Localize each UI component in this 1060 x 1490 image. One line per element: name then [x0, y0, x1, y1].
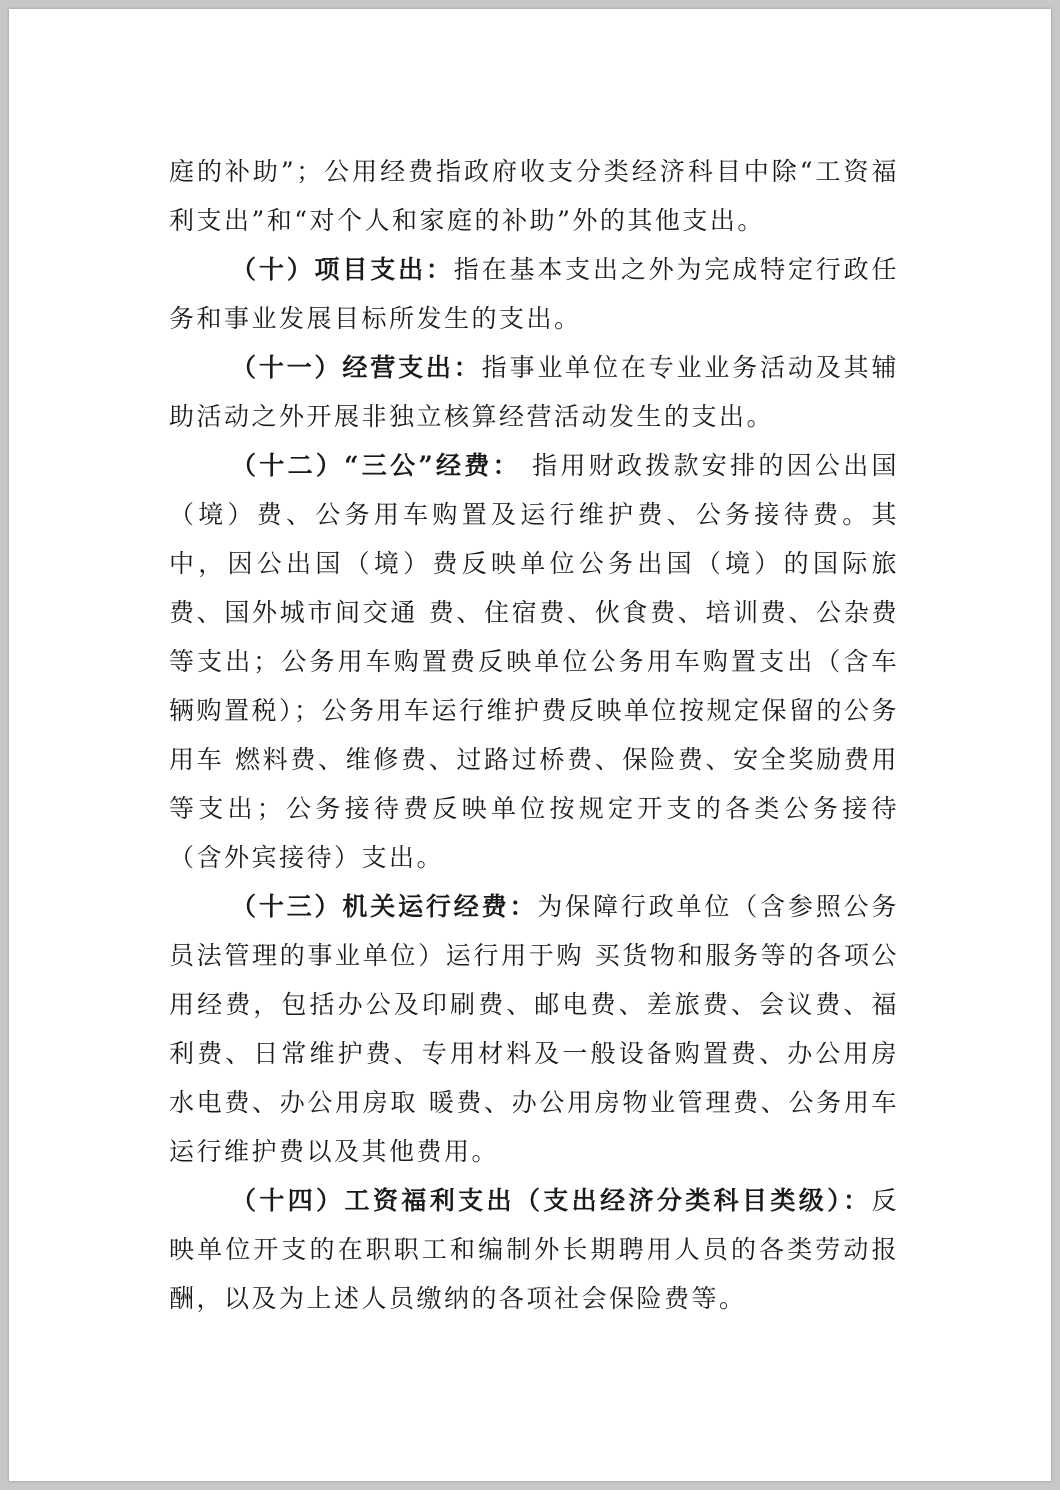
paragraph-text: 为保障行政单位（含参照公务员法管理的事业单位）运行用于购 买货物和服务等的各项公用经费，包括办公及印刷费、邮电费、差旅费、会议费、福利费、日常维护费、专用材料及一般设备购置费、办公用房水电费、办公用房取 暖费、办公用房物业管理费、公务用车运行维护费以及其他费用。: [169, 892, 899, 1166]
paragraph-text: 指在基本支出之外为完成特定行政任务和事业发展目标所发生的支出。: [169, 255, 899, 333]
paragraph-heading: （十二）“三公”经费：: [231, 451, 521, 480]
paragraph-heading: （十三）机关运行经费：: [231, 892, 538, 921]
document-body: [169, 147, 899, 1323]
paragraph-three-public-expenses: [169, 441, 899, 882]
paragraph-text: 庭的补助”；公用经费指政府收支分类经济科目中除“工资福利支出”和“对个人和家庭的补助”外的其他支出。: [169, 157, 899, 235]
paragraph-operating-expenditure: [169, 343, 899, 441]
paragraph-text: 指事业单位在专业业务活动及其辅助活动之外开展非独立核算经营活动发生的支出。: [169, 353, 899, 431]
paragraph-heading: （十四）工资福利支出（支出经济分类科目类级）：: [231, 1186, 872, 1215]
paragraph-heading: （十一）经营支出：: [231, 353, 482, 382]
document-page: [9, 9, 1051, 1481]
paragraph-agency-operating-funds: [169, 882, 899, 1176]
paragraph-continuation: [169, 147, 899, 245]
paragraph-text: 反映单位开支的在职职工和编制外长期聘用人员的各类劳动报酬，以及为上述人员缴纳的各项社会保险费等。: [169, 1186, 899, 1313]
paragraph-text: 指用财政拨款安排的因公出国（境）费、公务用车购置及运行维护费、公务接待费。其中，因公出国（境）费反映单位公务出国（境）的国际旅费、国外城市间交通 费、住宿费、伙食费、培训费、公杂费等支出；公务用车购置费反映单位公务用车购置支出（含车辆购置税）；公务用车运行维护费反映单位按规定保留的公务用车 燃料费、维修费、过路过桥费、保险费、安全奖励费用等支出；公务接待费反映单位按规定开支的各类公务接待（含外宾接待）支出。: [169, 451, 900, 872]
paragraph-project-expenditure: [169, 245, 899, 343]
paragraph-wage-welfare-expenditure: [169, 1176, 899, 1323]
paragraph-heading: （十）项目支出：: [231, 255, 454, 284]
